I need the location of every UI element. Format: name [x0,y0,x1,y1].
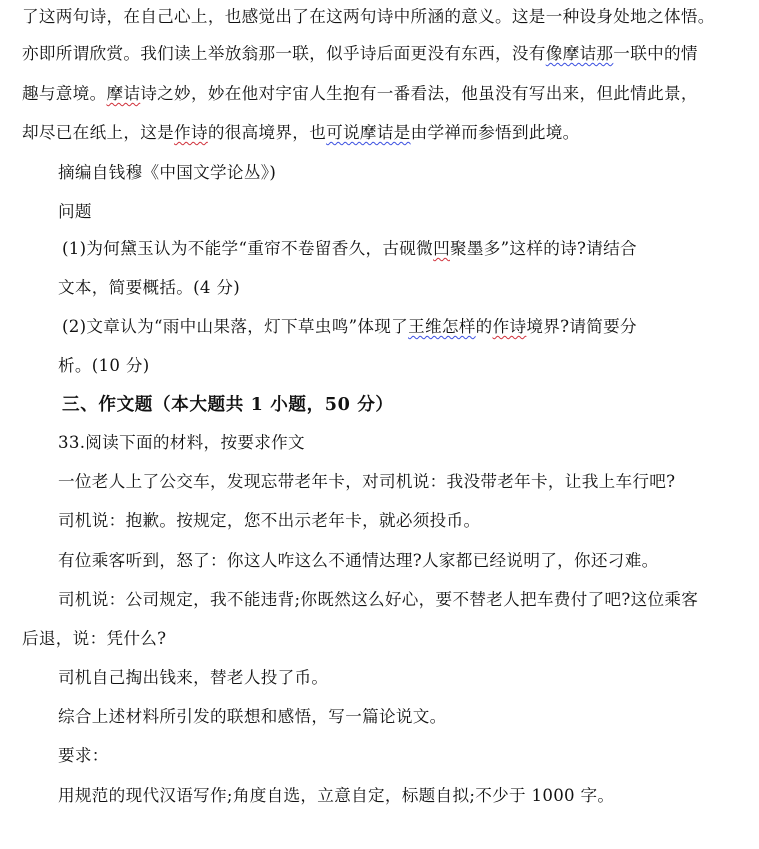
passage-line: 趣与意境。摩诘诗之妙，妙在他对宇宙人生抱有一番看法，他虽没有写出来，但此情此景， [22,84,698,103]
spelling-squiggle: 作诗 [492,317,527,336]
spelling-squiggle: 摩诘 [106,84,141,103]
spelling-squiggle: 作诗 [174,123,208,142]
source-citation: 摘编自钱穆《中国文学论丛》) [58,163,277,182]
question-2-cont: 析。(10 分) [58,356,150,375]
passage-line: 却尽已在纸上，这是作诗的很高境界，也可说摩诘是由学禅而参悟到此境。 [22,123,580,142]
question-1-cont: 文本，简要概括。(4 分) [58,278,241,297]
grammar-squiggle: 可说摩诘是 [326,123,411,142]
requirements-text: 用规范的现代汉语写作;角度自选，立意自定，标题自拟;不少于 1000 字。 [58,786,615,805]
material-line: 有位乘客听到，怒了：你这人咋这么不通情达理?人家都已经说明了，你还刁难。 [58,551,659,570]
spelling-squiggle: 凹 [433,239,450,258]
question-2: (2)文章认为“雨中山果落，灯下草虫鸣”体现了王维怎样的作诗境界?请简要分 [62,317,637,336]
passage-line: 了这两句诗，在自己心上，也感觉出了在这两句诗中所涵的意义。这是一种设身处地之体悟。 [22,7,715,26]
material-line: 司机说：抱歉。按规定，您不出示老年卡，就必须投币。 [58,511,481,530]
material-line: 司机自己掏出钱来，替老人投了币。 [58,668,329,687]
section-title: 三、作文题（本大题共 1 小题，50 分） [62,394,394,415]
requirements-label: 要求： [58,746,109,765]
question-33: 33.阅读下面的材料，按要求作文 [58,433,305,452]
questions-heading: 问题 [58,202,92,221]
material-line: 司机说：公司规定，我不能违背;你既然这么好心，要不替老人把车费付了吧?这位乘客 [58,590,699,609]
material-line: 后退，说：凭什么? [22,629,167,648]
grammar-squiggle: 像摩诘那 [545,44,614,63]
question-1: (1)为何黛玉认为不能学“重帘不卷留香久，古砚微凹聚墨多”这样的诗?请结合 [62,239,637,258]
grammar-squiggle: 王维怎样 [408,317,476,336]
passage-line: 亦即所谓欣赏。我们读上举放翁那一联，似乎诗后面更没有东西，没有像摩诘那一联中的情 [22,44,698,63]
material-line: 一位老人上了公交车，发现忘带老年卡，对司机说：我没带老年卡，让我上车行吧? [58,472,676,491]
material-line: 综合上述材料所引发的联想和感悟，写一篇论说文。 [58,707,447,726]
